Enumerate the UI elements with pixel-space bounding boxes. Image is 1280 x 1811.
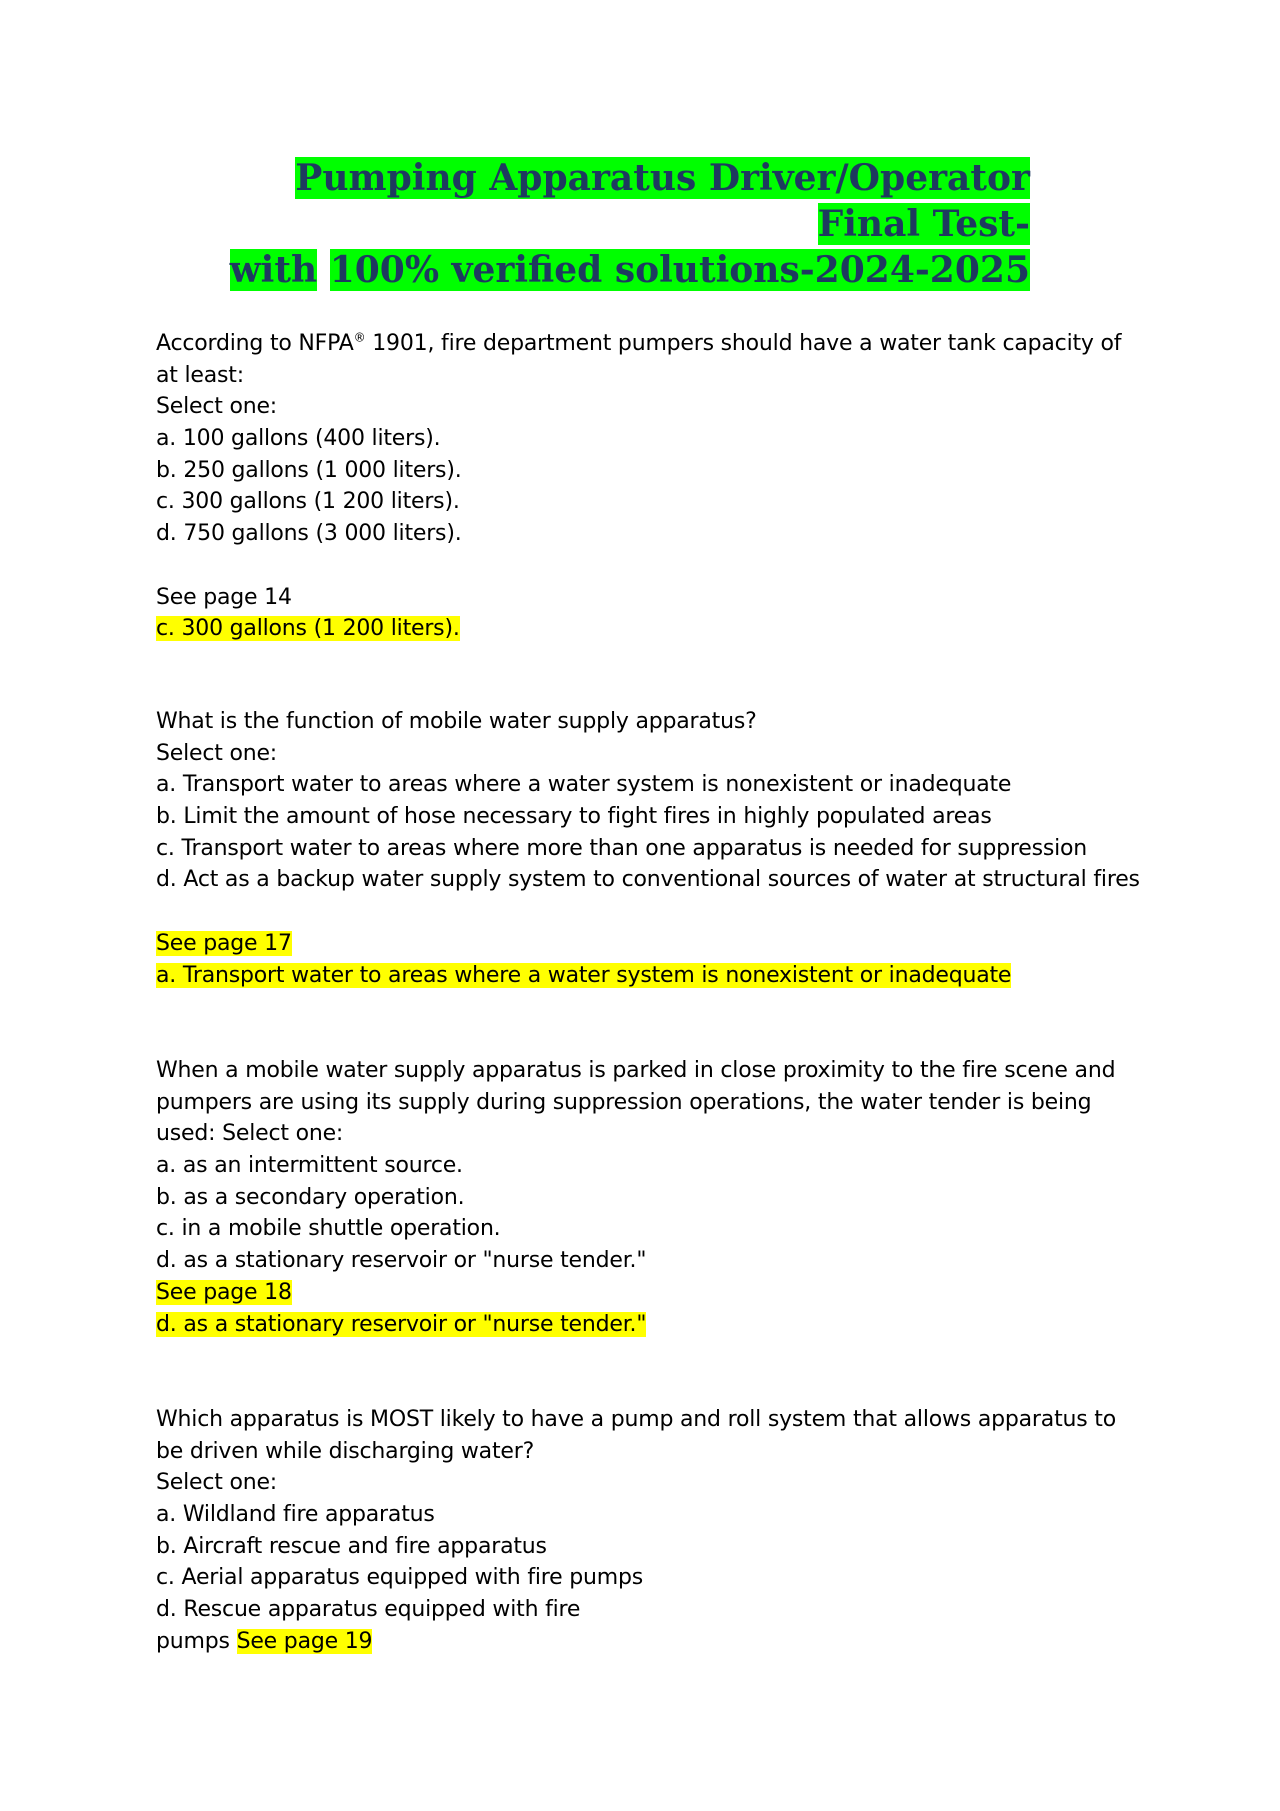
q4-stem-line-1: Which apparatus is MOST likely to have a pump and roll system that allows apparatus to bbox=[156, 1407, 1116, 1432]
q4-option-d: d. Rescue apparatus equipped with fire bbox=[156, 1597, 581, 1623]
q4-option-c: c. Aerial apparatus equipped with fire pumps bbox=[156, 1565, 644, 1591]
q2-option-d: d. Act as a backup water supply system to conventional sources of water at structural fires bbox=[156, 867, 1140, 893]
question-1 bbox=[156, 328, 1136, 645]
registered-mark: ® bbox=[353, 330, 366, 345]
q3-option-a: a. as an intermittent source. bbox=[156, 1153, 463, 1179]
q4-stem-line-2: be driven while discharging water? bbox=[156, 1438, 535, 1464]
q1-option-b: b. 250 gallons (1 000 liters). bbox=[156, 457, 462, 483]
q2-option-c: c. Transport water to areas where more than one apparatus is needed for suppression bbox=[156, 835, 1088, 861]
q2-stem: What is the function of mobile water supply apparatus? bbox=[156, 709, 757, 734]
q4-page-ref: See page 19 bbox=[236, 1628, 373, 1654]
q2-option-b: b. Limit the amount of hose necessary to fight fires in highly populated areas bbox=[156, 804, 992, 830]
q1-select-one: Select one: bbox=[156, 394, 278, 420]
q1-option-d: d. 750 gallons (3 000 liters). bbox=[156, 521, 462, 547]
q3-option-b: b. as a secondary operation. bbox=[156, 1184, 465, 1210]
q1-stem-line-1: According to NFPA® 1901, fire department pumpers should have a water tank capacity of bbox=[156, 330, 1122, 356]
q3-stem-line-2: pumpers are using its supply during suppression operations, the water tender is being bbox=[156, 1089, 1092, 1115]
q2-option-a: a. Transport water to areas where a water system is nonexistent or inadequate bbox=[156, 772, 1012, 798]
question-4 bbox=[156, 1404, 1136, 1658]
title-line-2-rest: 100% verified solutions-2024-2025 bbox=[329, 249, 1030, 291]
q3-page-ref: See page 18 bbox=[156, 1279, 292, 1305]
q3-stem-line-3: used: Select one: bbox=[156, 1121, 344, 1147]
q1-stem-line-2: at least: bbox=[156, 362, 244, 388]
q3-option-c: c. in a mobile shuttle operation. bbox=[156, 1216, 501, 1242]
question-2 bbox=[156, 706, 1140, 991]
q4-option-d-continued: pumps bbox=[156, 1628, 230, 1654]
title-line-1: Pumping Apparatus Driver/Operator Final Test- bbox=[295, 157, 1030, 245]
q1-option-a: a. 100 gallons (400 liters). bbox=[156, 426, 441, 452]
q2-answer: a. Transport water to areas where a water system is nonexistent or inadequate bbox=[156, 962, 1012, 988]
q1-option-c: c. 300 gallons (1 200 liters). bbox=[156, 489, 460, 515]
question-3 bbox=[156, 1055, 1136, 1340]
q4-option-a: a. Wildland fire apparatus bbox=[156, 1502, 435, 1528]
q3-stem-line-1: When a mobile water supply apparatus is parked in close proximity to the fire scene and bbox=[156, 1058, 1116, 1083]
q1-answer: c. 300 gallons (1 200 liters). bbox=[156, 616, 460, 642]
q1-page-ref: See page 14 bbox=[156, 584, 292, 610]
q3-answer: d. as a stationary reservoir or "nurse tender." bbox=[156, 1311, 647, 1337]
q3-option-d: d. as a stationary reservoir or "nurse tender." bbox=[156, 1248, 647, 1274]
q2-select-one: Select one: bbox=[156, 740, 278, 766]
title-line-2-word: with bbox=[229, 249, 318, 291]
q4-select-one: Select one: bbox=[156, 1470, 278, 1496]
document-title bbox=[190, 155, 1030, 293]
q4-option-b: b. Aircraft rescue and fire apparatus bbox=[156, 1533, 547, 1559]
q2-page-ref: See page 17 bbox=[156, 930, 292, 956]
